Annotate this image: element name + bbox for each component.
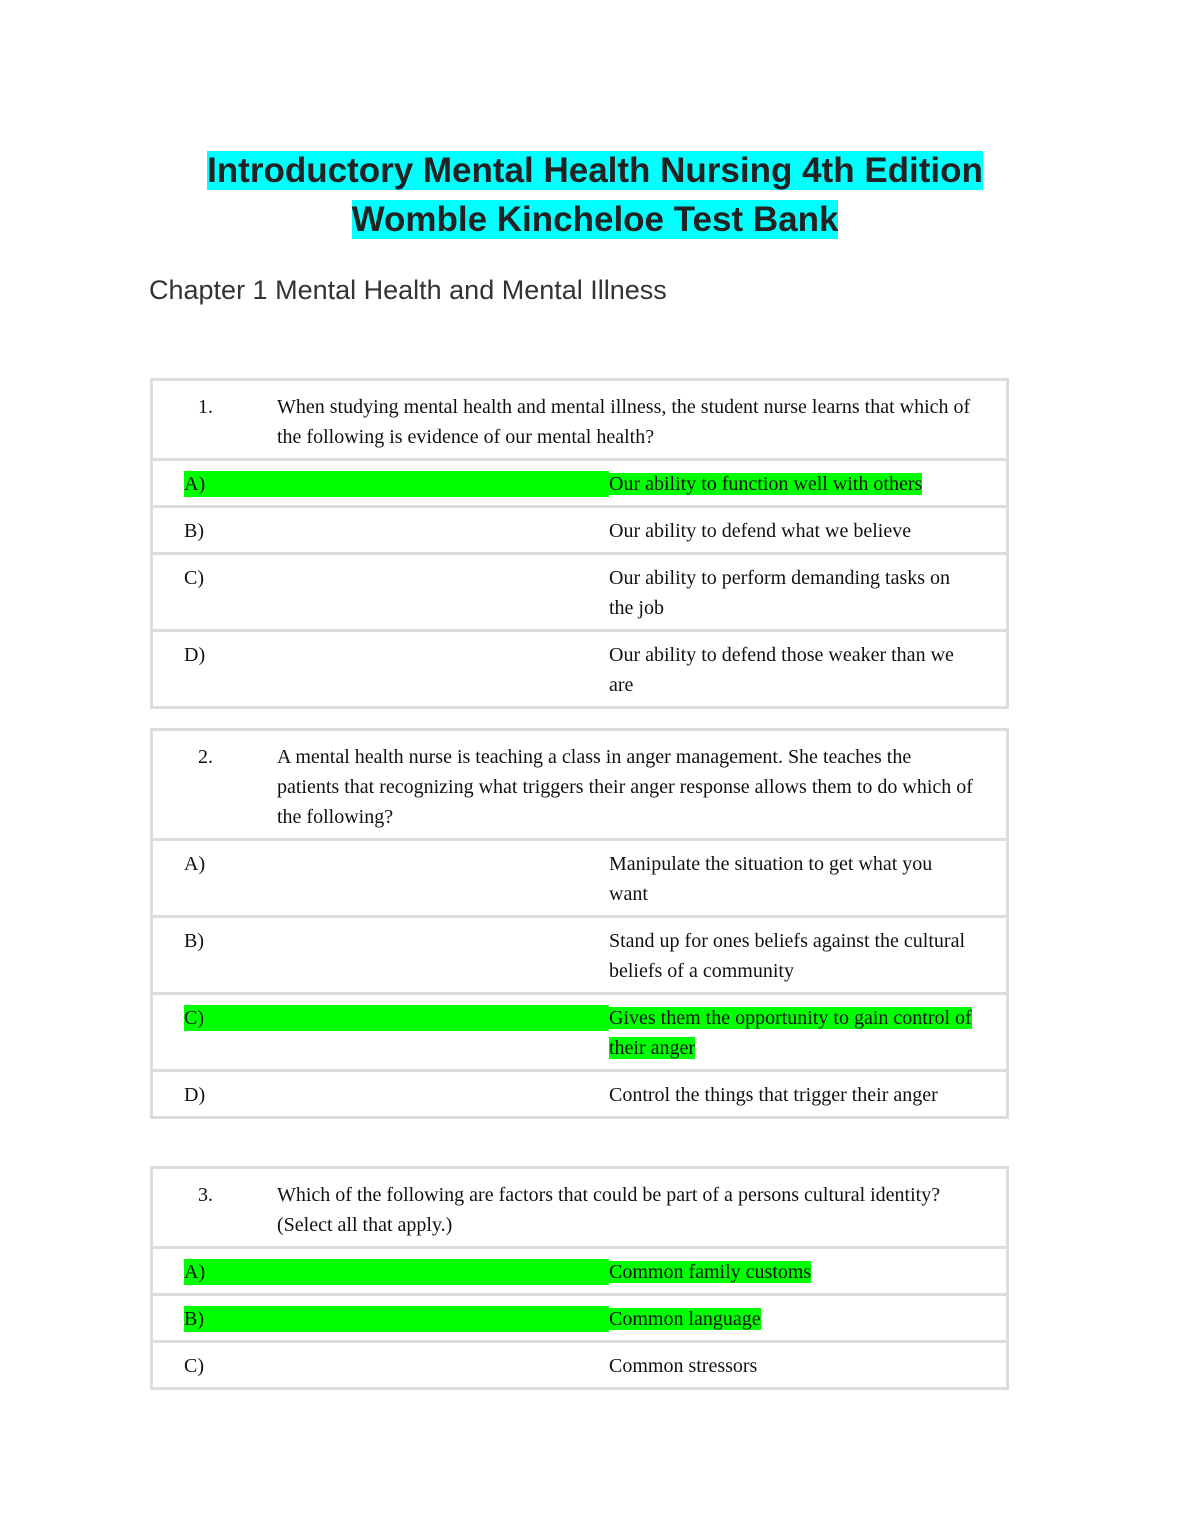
question-table xyxy=(150,378,1009,709)
option-row xyxy=(153,461,1006,508)
option-text: Common stressors xyxy=(609,1355,758,1377)
question-text: When studying mental health and mental illness, the student nurse learns that which of the following is evidence of our mental health? xyxy=(277,396,971,448)
option-row xyxy=(153,841,1006,918)
option-text: Manipulate the situation to get what you want xyxy=(609,853,933,905)
option-letter: B) xyxy=(184,520,204,542)
chapter-heading: Chapter 1 Mental Health and Mental Illness xyxy=(149,275,667,305)
option-letter: D) xyxy=(184,1084,206,1106)
option-text: Stand up for ones beliefs against the cultural beliefs of a community xyxy=(609,930,966,982)
option-row xyxy=(153,995,1006,1072)
title-line-1: Introductory Mental Health Nursing 4th Edition xyxy=(207,151,983,190)
option-letter: A) xyxy=(184,1259,609,1285)
option-letter: D) xyxy=(184,644,206,666)
option-letter: B) xyxy=(184,930,204,952)
option-letter: C) xyxy=(184,567,204,589)
question-number: 1. xyxy=(198,396,213,418)
option-row xyxy=(153,1343,1006,1387)
question-number: 2. xyxy=(198,746,213,768)
option-letter: A) xyxy=(184,471,609,497)
option-text: Our ability to defend what we believe xyxy=(609,520,912,542)
option-row xyxy=(153,1249,1006,1296)
option-text: Our ability to defend those weaker than we are xyxy=(609,644,954,696)
option-text: Control the things that trigger their anger xyxy=(609,1084,938,1106)
option-row xyxy=(153,632,1006,706)
question-text: Which of the following are factors that could be part of a persons cultural identity? (Select all that apply.) xyxy=(277,1184,941,1236)
option-row xyxy=(153,555,1006,632)
question-row xyxy=(153,731,1006,841)
option-letter: C) xyxy=(184,1355,204,1377)
question-row xyxy=(153,381,1006,461)
option-text: Gives them the opportunity to gain control of their anger xyxy=(609,1007,972,1059)
option-text: Common family customs xyxy=(609,1261,812,1283)
option-row xyxy=(153,918,1006,995)
question-table xyxy=(150,1166,1009,1390)
option-letter: A) xyxy=(184,853,206,875)
question-table xyxy=(150,728,1009,1119)
document-title xyxy=(0,146,1190,244)
option-text: Common language xyxy=(609,1308,761,1330)
option-row xyxy=(153,1072,1006,1116)
option-text: Our ability to function well with others xyxy=(609,473,923,495)
question-text: A mental health nurse is teaching a class in anger management. She teaches the patients that recognizing what triggers their anger response allows them to do which of the following? xyxy=(277,746,973,828)
title-line-2: Womble Kincheloe Test Bank xyxy=(351,200,839,239)
option-row xyxy=(153,508,1006,555)
option-row xyxy=(153,1296,1006,1343)
question-number: 3. xyxy=(198,1184,213,1206)
question-row xyxy=(153,1169,1006,1249)
option-letter: B) xyxy=(184,1306,609,1332)
option-text: Our ability to perform demanding tasks on the job xyxy=(609,567,951,619)
option-letter: C) xyxy=(184,1005,609,1031)
